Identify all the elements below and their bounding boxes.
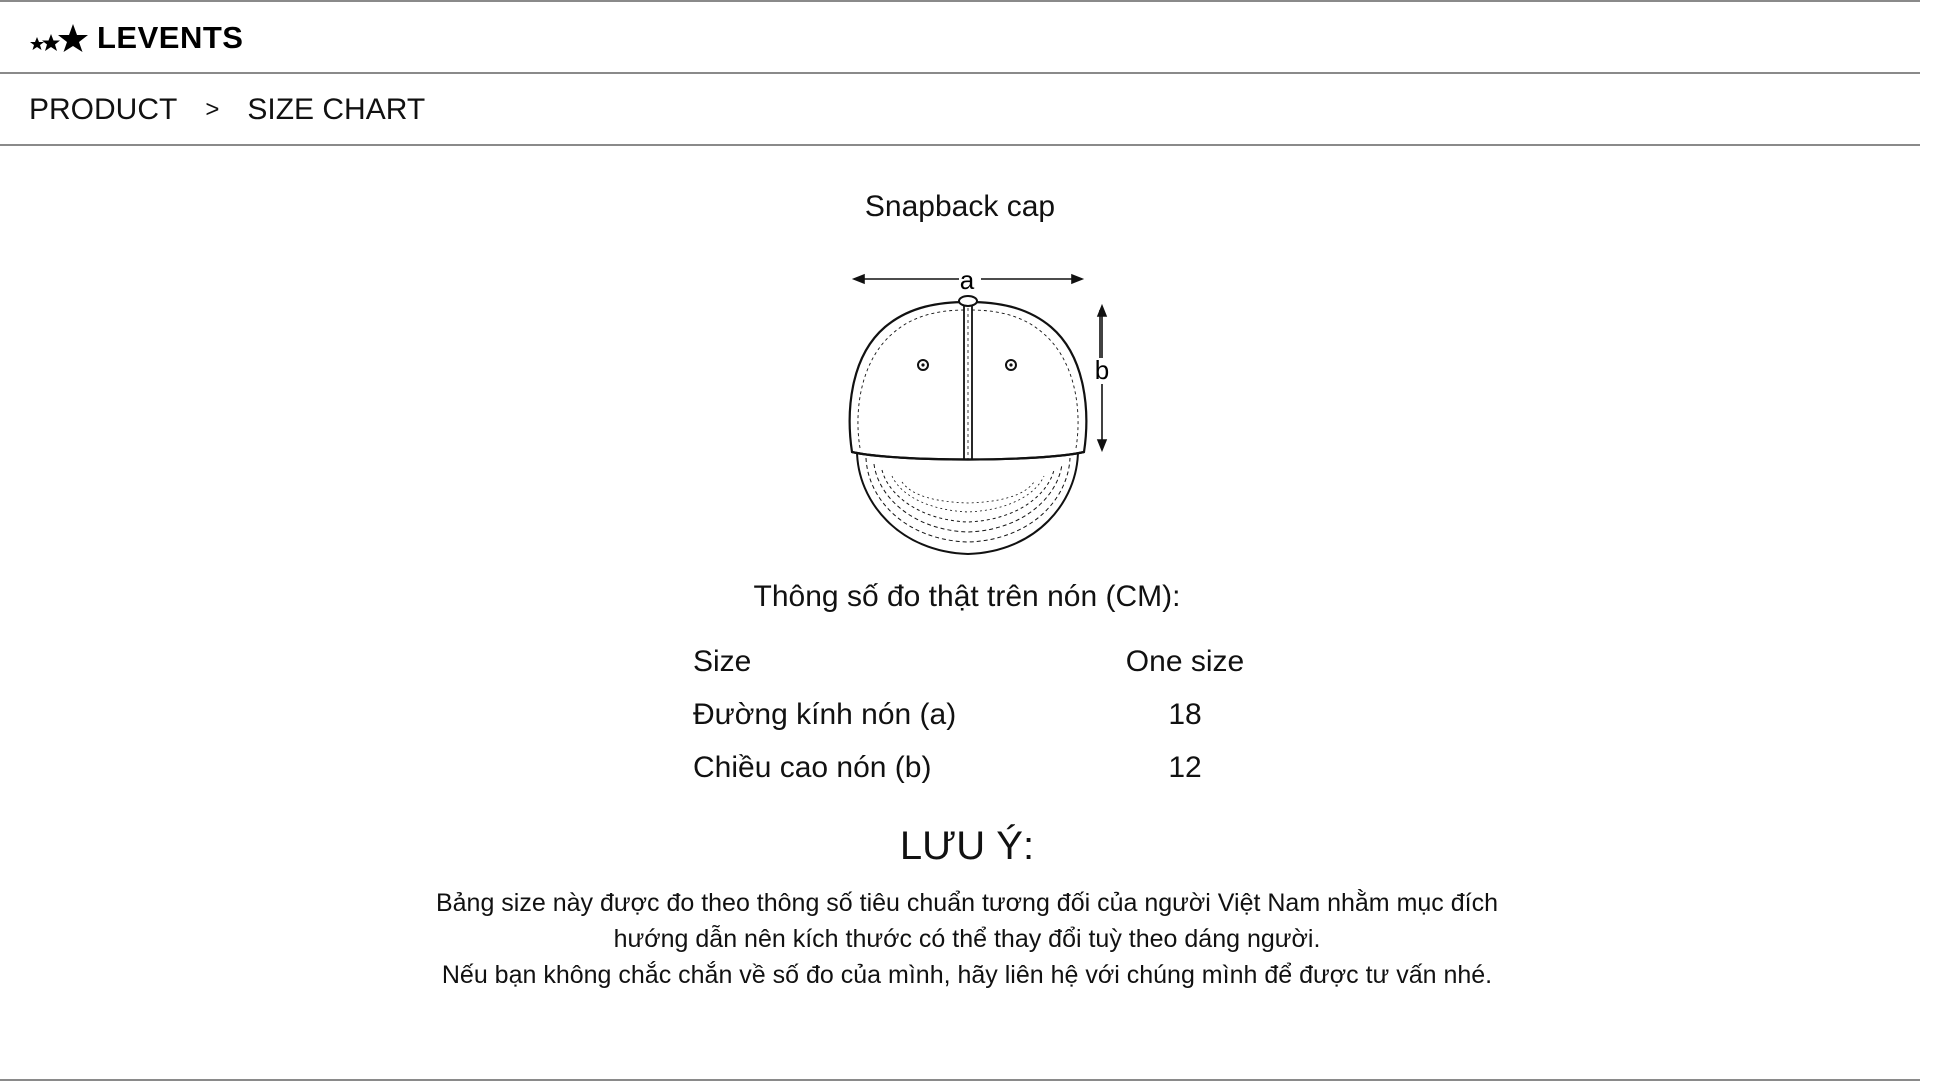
note-text (0, 885, 1934, 993)
breadcrumb (29, 88, 425, 132)
note-line: Bảng size này được đo theo thông số tiêu chuẩn tương đối của người Việt Nam nhằm mục đích (435, 889, 1499, 917)
logo[interactable] (29, 19, 244, 55)
note-line: Nếu bạn không chắc chắn về số đo của mình, hãy liên hệ với chúng mình để được tư vấn nhé. (441, 961, 1493, 989)
breadcrumb-product[interactable]: PRODUCT (29, 93, 178, 126)
row-label: Chiều cao nón (b) (693, 751, 932, 784)
brand-name: LEVENTS (97, 19, 244, 55)
header-size-value: One size (1125, 645, 1245, 678)
note-line: hướng dẫn nên kích thước có thể thay đổi tuỳ theo dáng người. (613, 925, 1321, 953)
breadcrumb-size-chart: SIZE CHART (247, 93, 426, 126)
row-value: 18 (1168, 698, 1202, 731)
cap-crown (850, 296, 1087, 460)
breadcrumb-separator: > (205, 96, 220, 123)
row-label: Đường kính nón (a) (693, 698, 957, 731)
table-header-row (693, 640, 1253, 693)
product-title: Snapback cap (864, 190, 1056, 223)
header-divider (0, 72, 1920, 74)
header (0, 2, 1920, 72)
table-row (693, 746, 1253, 799)
table-row (693, 693, 1253, 746)
bottom-border (0, 1079, 1920, 1081)
label-b: b (1094, 355, 1110, 385)
measurement-title: Thông số đo thật trên nón (CM): (753, 580, 1181, 613)
cap-brim (857, 450, 1078, 554)
breadcrumb-divider (0, 144, 1920, 146)
note-title: LƯU Ý: (899, 824, 1035, 868)
cap-icon (840, 262, 1110, 562)
size-table (693, 640, 1253, 799)
row-value: 12 (1168, 751, 1202, 784)
three-stars-icon (29, 22, 95, 52)
label-a: a (959, 265, 975, 295)
cap-diagram (840, 262, 1110, 562)
header-size-label: Size (693, 645, 752, 678)
